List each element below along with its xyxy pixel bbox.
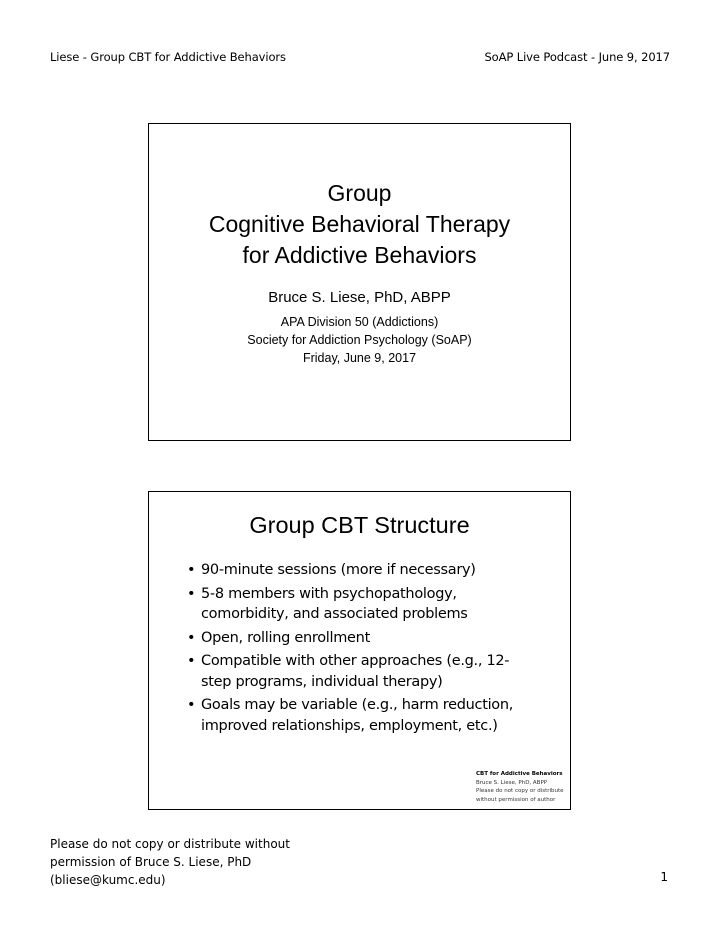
footnote-line: without permission of author bbox=[476, 796, 556, 803]
slide1-meta-line: APA Division 50 (Addictions) bbox=[280, 315, 439, 329]
slide1-meta-line: Society for Addiction Psychology (SoAP) bbox=[247, 333, 472, 347]
page-number: 1 bbox=[660, 870, 668, 884]
slide1-title-line: Cognitive Behavioral Therapy bbox=[208, 211, 511, 237]
header-left-text: Liese - Group CBT for Addictive Behaviors bbox=[50, 50, 286, 64]
bullet-item: • Compatible with other approaches (e.g., 12-step programs, individual therapy) bbox=[187, 651, 532, 692]
footnote-line: Bruce S. Liese, PhD, ABPP bbox=[476, 779, 548, 786]
slide1-title-line: for Addictive Behaviors bbox=[242, 242, 477, 268]
slide1-title-line: Group bbox=[327, 180, 392, 206]
footer-line: (bliese@kumc.edu) bbox=[50, 873, 166, 887]
footer-line: Please do not copy or distribute without bbox=[50, 837, 290, 851]
bullet-item: • 5-8 members with psychopathology, comorbidity, and associated problems bbox=[187, 584, 532, 625]
slide1-meta-line: Friday, June 9, 2017 bbox=[302, 351, 417, 365]
bullet-item: • Goals may be variable (e.g., harm reduction, improved relationships, employment, etc.) bbox=[187, 695, 532, 736]
bullet-item: • 90-minute sessions (more if necessary) bbox=[187, 560, 532, 581]
slide2-title: Group CBT Structure bbox=[249, 512, 470, 538]
bullet-item: • Open, rolling enrollment bbox=[187, 628, 532, 649]
title-slide bbox=[148, 123, 571, 441]
slide1-title bbox=[149, 178, 570, 271]
structure-slide bbox=[148, 491, 571, 810]
header-right-text: SoAP Live Podcast - June 9, 2017 bbox=[484, 50, 670, 64]
copyright-footer bbox=[50, 835, 290, 889]
footer-line: permission of Bruce S. Liese, PhD bbox=[50, 855, 252, 869]
slide-footnote bbox=[476, 770, 564, 804]
bullet-list bbox=[187, 560, 532, 739]
slide1-author: Bruce S. Liese, PhD, ABPP bbox=[268, 289, 451, 306]
footnote-line: Please do not copy or distribute bbox=[476, 788, 564, 794]
footnote-title: CBT for Addictive Behaviors bbox=[476, 771, 563, 777]
slide1-meta bbox=[149, 313, 570, 367]
